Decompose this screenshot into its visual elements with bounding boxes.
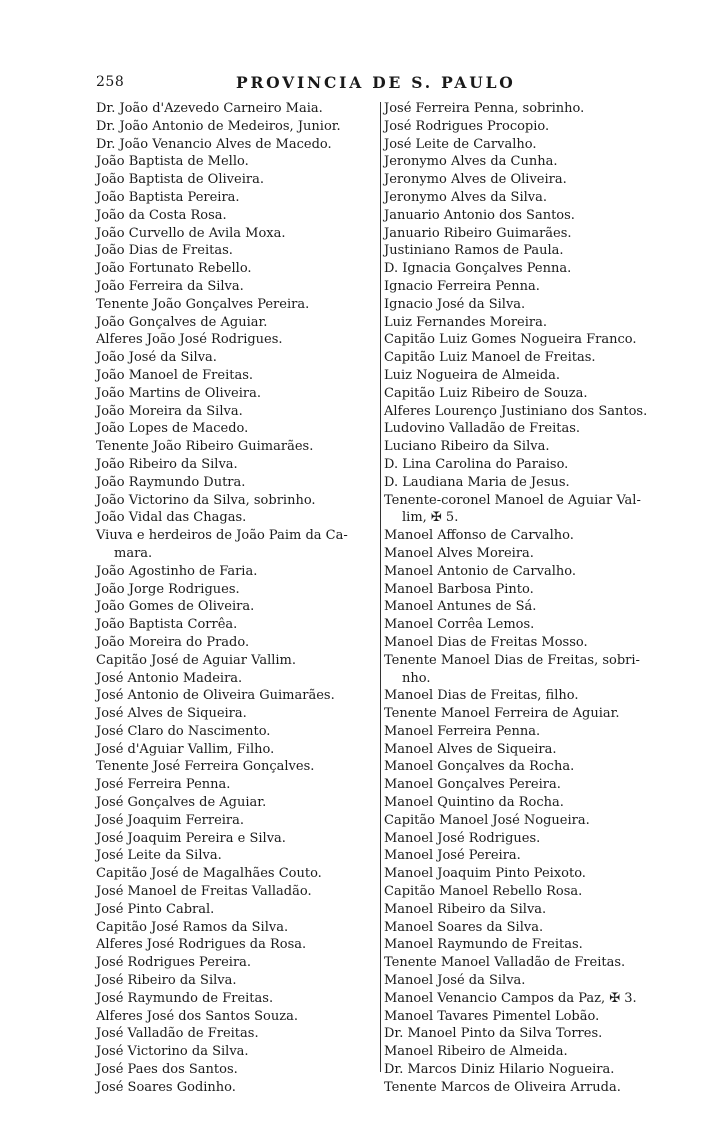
list-item: Luciano Ribeiro da Silva. [384,439,550,455]
list-item: Capitão José de Aguiar Vallim. [96,652,297,668]
list-item: Ludovino Valladão de Freitas. [384,421,581,437]
list-item: João Gomes de Oliveira. [96,599,255,615]
running-title: PROVINCIA DE S. PAULO [236,73,516,92]
list-item: João Gonçalves de Aguiar. [96,314,268,330]
list-item: Capitão Manoel Rebello Rosa. [384,884,583,900]
list-item: Dr. Marcos Diniz Hilario Nogueira. [384,1062,615,1078]
list-item: Dr. João d'Azevedo Carneiro Maia. [96,101,323,116]
list-item: Tenente João Gonçalves Pereira. [96,296,310,312]
list-item: José Joaquim Ferreira. [96,812,245,828]
list-item: Capitão Manoel José Nogueira. [384,812,590,828]
list-item: Tenente-coronel Manoel de Aguiar Val- [384,492,641,508]
list-item: José Victorino da Silva. [96,1044,249,1060]
list-item: D. Ignacia Gonçalves Penna. [384,261,572,277]
list-item: José Leite da Silva. [96,848,222,864]
column-divider [380,102,381,1072]
list-item: João Raymundo Dutra. [96,474,246,490]
list-item: João Victorino da Silva, sobrinho. [96,492,316,508]
list-item: Manoel José Rodrigues. [384,830,541,846]
list-item: José Alves de Siqueira. [96,706,247,722]
page-number: 258 [96,74,125,90]
list-item: lim, ✠ 5. [402,510,459,526]
list-item: Capitão José Ramos da Silva. [96,919,289,935]
list-item: Ignacio Ferreira Penna. [384,278,540,294]
list-item: João Baptista Pereira. [96,189,240,205]
list-item: Capitão Luiz Ribeiro de Souza. [384,385,588,401]
list-item: José Soares Godinho. [96,1079,236,1095]
list-item: Tenente João Ribeiro Guimarães. [96,439,314,455]
list-item: Alferes José Rodrigues da Rosa. [96,937,307,953]
list-item: Manoel Affonso de Carvalho. [384,528,574,544]
list-item: João da Costa Rosa. [96,207,227,223]
list-item: Jeronymo Alves de Oliveira. [384,172,567,188]
list-item: Manoel Dias de Freitas, filho. [384,688,579,704]
list-item: José Claro do Nascimento. [96,723,271,739]
right-column [384,100,684,1097]
list-item: Manoel Ferreira Penna. [384,723,541,739]
list-item: José Leite de Carvalho. [384,136,537,152]
list-item: Manoel Antonio de Carvalho. [384,563,576,579]
list-item: Capitão Luiz Gomes Nogueira Franco. [384,332,637,348]
list-item: João Ribeiro da Silva. [96,456,238,472]
list-item: Manoel Alves Moreira. [384,545,534,561]
list-item: Manoel Ribeiro da Silva. [384,901,547,917]
list-item: Tenente Manoel Dias de Freitas, sobri- [384,652,640,668]
list-item: João Fortunato Rebello. [96,261,252,277]
list-item: Dr. Manoel Pinto da Silva Torres. [384,1026,603,1042]
left-column [96,100,376,1097]
list-item: D. Laudiana Maria de Jesus. [384,474,570,490]
list-item: João Martins de Oliveira. [96,385,261,401]
list-item: José Ferreira Penna, sobrinho. [384,101,585,116]
list-item: José Paes dos Santos. [96,1062,238,1078]
list-item: Manoel Tavares Pimentel Lobão. [384,1008,600,1024]
list-item: José Ferreira Penna. [96,777,231,793]
list-item: Tenente Manoel Ferreira de Aguiar. [384,706,620,722]
list-item: Justiniano Ramos de Paula. [384,243,564,259]
list-item: João Lopes de Macedo. [96,421,249,437]
list-item: João Dias de Freitas. [96,243,233,259]
list-item: Manoel Gonçalves Pereira. [384,777,561,793]
list-item: José Gonçalves de Aguiar. [96,795,267,811]
list-item: Tenente José Ferreira Gonçalves. [96,759,315,775]
list-item: João Moreira do Prado. [96,634,250,650]
list-item: Manoel Alves de Siqueira. [384,741,557,757]
list-item: Dr. João Venancio Alves de Macedo. [96,136,332,152]
list-item: Luiz Nogueira de Almeida. [384,367,561,383]
list-item: João Baptista de Oliveira. [96,172,264,188]
list-item: Manoel Barbosa Pinto. [384,581,534,597]
list-item: José Ribeiro da Silva. [96,973,237,989]
list-item: Manoel Raymundo de Freitas. [384,937,583,953]
list-item: Manoel Dias de Freitas Mosso. [384,634,588,650]
list-item: João Curvello de Avila Moxa. [96,225,286,241]
list-item: João Baptista de Mello. [96,154,249,170]
list-item: Manoel Quintino da Rocha. [384,795,564,811]
list-item: Manoel Ribeiro de Almeida. [384,1044,568,1060]
list-item: João José da Silva. [96,350,217,366]
list-item: nho. [402,670,431,686]
list-item: Manoel José da Silva. [384,973,526,989]
list-item: Manoel José Pereira. [384,848,521,864]
list-item: José Raymundo de Freitas. [96,990,274,1006]
list-item: Manoel Venancio Campos da Paz, ✠ 3. [384,990,637,1006]
list-item: Dr. João Antonio de Medeiros, Junior. [96,118,341,134]
list-item: Ignacio José da Silva. [384,296,526,312]
list-item: José Rodrigues Pereira. [96,955,252,971]
list-item: D. Lina Carolina do Paraiso. [384,456,569,472]
list-item: Tenente Marcos de Oliveira Arruda. [384,1079,621,1095]
list-item: Manoel Soares da Silva. [384,919,544,935]
list-item: José d'Aguiar Vallim, Filho. [96,741,275,757]
list-item: Jeronymo Alves da Cunha. [384,154,558,170]
list-item: João Moreira da Silva. [96,403,243,419]
list-item: Manoel Antunes de Sá. [384,599,537,615]
list-item: João Jorge Rodrigues. [96,581,240,597]
list-item: Alferes José dos Santos Souza. [96,1008,298,1024]
list-item: Alferes João José Rodrigues. [96,332,283,348]
list-item: Manoel Gonçalves da Rocha. [384,759,575,775]
list-item: Jeronymo Alves da Silva. [384,189,547,205]
list-item: José Antonio Madeira. [96,670,243,686]
list-item: José Pinto Cabral. [96,901,215,917]
list-item: Manoel Corrêa Lemos. [384,617,535,633]
list-item: João Baptista Corrêa. [96,617,238,633]
list-item: Alferes Lourenço Justiniano dos Santos. [384,403,648,419]
page-header [96,74,676,96]
list-item: José Manoel de Freitas Valladão. [96,884,312,900]
list-item: mara. [114,545,153,561]
list-item: Capitão Luiz Manoel de Freitas. [384,350,596,366]
list-item: Tenente Manoel Valladão de Freitas. [384,955,626,971]
list-item: Viuva e herdeiros de João Paim da Ca- [96,528,348,544]
list-item: João Agostinho de Faria. [96,563,258,579]
list-item: João Manoel de Freitas. [96,367,254,383]
list-item: João Ferreira da Silva. [96,278,244,294]
list-item: Luiz Fernandes Moreira. [384,314,547,330]
list-item: João Vidal das Chagas. [96,510,247,526]
list-item: José Antonio de Oliveira Guimarães. [96,688,335,704]
list-item: José Joaquim Pereira e Silva. [96,830,286,846]
list-item: Januario Ribeiro Guimarães. [384,225,572,241]
list-item: José Rodrigues Procopio. [384,118,550,134]
list-item: Manoel Joaquim Pinto Peixoto. [384,866,586,882]
list-item: Januario Antonio dos Santos. [384,207,575,223]
list-item: Capitão José de Magalhães Couto. [96,866,322,882]
list-item: José Valladão de Freitas. [96,1026,259,1042]
